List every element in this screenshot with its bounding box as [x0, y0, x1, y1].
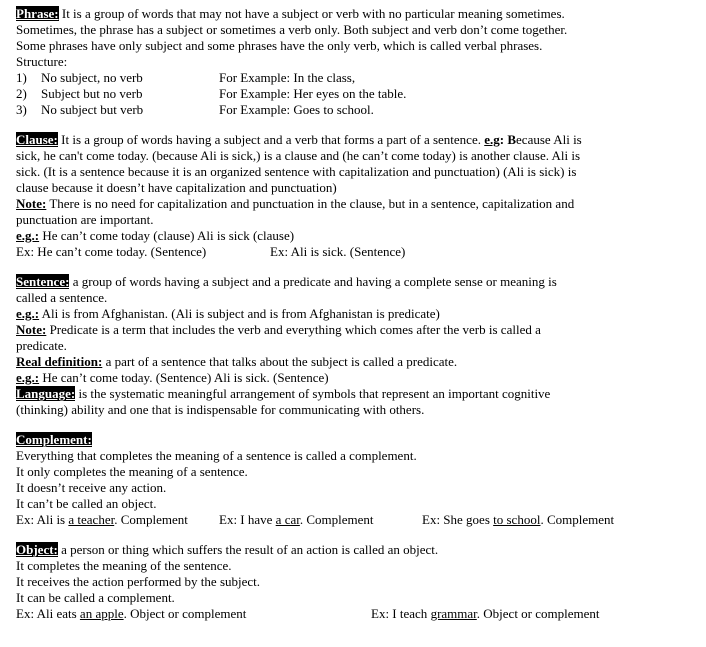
clause-note-line-1: Note: There is no need for capitalization and punctuation in the clause, but in a sentence, capitalization and	[16, 196, 575, 211]
sentence-note-line-2: predicate.	[16, 338, 67, 353]
complement-line: It doesn’t receive any action.	[16, 480, 167, 495]
clause-section	[16, 132, 690, 260]
complement-examples	[16, 512, 690, 528]
object-line: It can be called a complement.	[16, 590, 175, 605]
clause-example-line: e.g.: He can’t come today (clause) Ali is sick (clause)	[16, 228, 295, 243]
sentence-example: Ex: He can’t come today. (Sentence)	[16, 244, 207, 259]
section-spacer	[16, 418, 690, 432]
eg-label: e.g.:	[16, 370, 40, 385]
sentence-section	[16, 274, 690, 418]
eg-label: e.g.:	[16, 306, 40, 321]
eg-label: e.g	[484, 132, 500, 147]
phrase-definition-line-1: Phrase: It is a group of words that may not have a subject or verb with no particular meaning sometimes.	[16, 6, 565, 21]
language-definition-line-2: (thinking) ability and one that is indispensable for communicating with others.	[16, 402, 425, 417]
clause-definition-line-1: Clause: It is a group of words having a subject and a verb that forms a part of a sentence. e.g: Because Ali is	[16, 132, 582, 147]
structure-item-number: 3)	[16, 102, 27, 117]
object-heading: Object:	[16, 542, 58, 557]
section-spacer	[16, 528, 690, 542]
complement-example: Ex: Ali is a teacher. Complement	[16, 512, 188, 527]
complement-heading-line	[16, 432, 690, 448]
complement-heading: Complement:	[16, 432, 92, 447]
note-label: Note:	[16, 322, 47, 337]
structure-label: Structure:	[16, 54, 68, 69]
note-label: Note:	[16, 196, 47, 211]
structure-item-label: No subject but verb	[41, 102, 144, 117]
object-example: Ex: Ali eats an apple. Object or complement	[16, 606, 247, 621]
sentence-example: Ex: Ali is sick. (Sentence)	[270, 244, 406, 259]
sentence-definition-line-1: Sentence: a group of words having a subject and a predicate and having a complete sense or meaning is	[16, 274, 557, 289]
structure-item-number: 1)	[16, 70, 27, 85]
phrase-definition-line-3: Some phrases have only subject and some phrases have the only verb, which is called verbal phrases.	[16, 38, 543, 53]
sentence-example-line: e.g.: Ali is from Afghanistan. (Ali is subject and is from Afghanistan is predicate)	[16, 306, 440, 321]
sentence-note-line-1: Note: Predicate is a term that includes the verb and everything which comes after the verb is called a	[16, 322, 541, 337]
clause-note-line-2: punctuation are important.	[16, 212, 154, 227]
clause-definition-line-4: clause because it doesn’t have capitalization and punctuation)	[16, 180, 337, 195]
complement-line: Everything that completes the meaning of a sentence is called a complement.	[16, 448, 417, 463]
structure-item-label: No subject, no verb	[41, 70, 143, 85]
object-section	[16, 542, 690, 622]
structure-item-example: For Example: Her eyes on the table.	[219, 86, 407, 101]
object-line: It receives the action performed by the subject.	[16, 574, 261, 589]
clause-sentence-examples	[16, 244, 690, 260]
structure-item-example: For Example: Goes to school.	[219, 102, 374, 117]
complement-line: It only completes the meaning of a sentence.	[16, 464, 248, 479]
section-spacer	[16, 118, 690, 132]
eg-label: e.g.:	[16, 228, 40, 243]
real-definition-label: Real definition:	[16, 354, 103, 369]
object-example: Ex: I teach grammar. Object or complement	[371, 606, 600, 621]
complement-line: It can’t be called an object.	[16, 496, 157, 511]
real-definition-line: Real definition: a part of a sentence that talks about the subject is called a predicate.	[16, 354, 458, 369]
phrase-section	[16, 6, 690, 118]
language-heading: Language:	[16, 386, 76, 401]
phrase-definition-line-2: Sometimes, the phrase has a subject or sometimes a verb only. Both subject and verb don’t come together.	[16, 22, 568, 37]
complement-example: Ex: I have a car. Complement	[219, 512, 374, 527]
complement-example: Ex: She goes to school. Complement	[422, 512, 615, 527]
language-definition-line-1: Language: is the systematic meaningful arrangement of symbols that represent an important cognitive	[16, 386, 551, 401]
structure-item	[16, 86, 690, 102]
object-definition-line: Object: a person or thing which suffers the result of an action is called an object.	[16, 542, 439, 557]
sentence-definition-line-2: called a sentence.	[16, 290, 108, 305]
object-examples	[16, 606, 690, 622]
clause-definition-line-3: sick. (It is a sentence because it is an organized sentence with capitalization and punctuation) (Ali is sick) is	[16, 164, 577, 179]
structure-item	[16, 70, 690, 86]
complement-section	[16, 432, 690, 528]
object-line: It completes the meaning of the sentence.	[16, 558, 232, 573]
structure-item-label: Subject but no verb	[41, 86, 143, 101]
sentence-example-line-2: e.g.: He can’t come today. (Sentence) Ali is sick. (Sentence)	[16, 370, 329, 385]
clause-heading: Clause:	[16, 132, 58, 147]
structure-item-example: For Example: In the class,	[219, 70, 356, 85]
sentence-heading: Sentence:	[16, 274, 70, 289]
phrase-heading: Phrase:	[16, 6, 59, 21]
structure-item-number: 2)	[16, 86, 27, 101]
clause-definition-line-2: sick, he can't come today. (because Ali is sick,) is a clause and (he can’t come today) is another clause. Ali is	[16, 148, 581, 163]
section-spacer	[16, 260, 690, 274]
structure-item	[16, 102, 690, 118]
